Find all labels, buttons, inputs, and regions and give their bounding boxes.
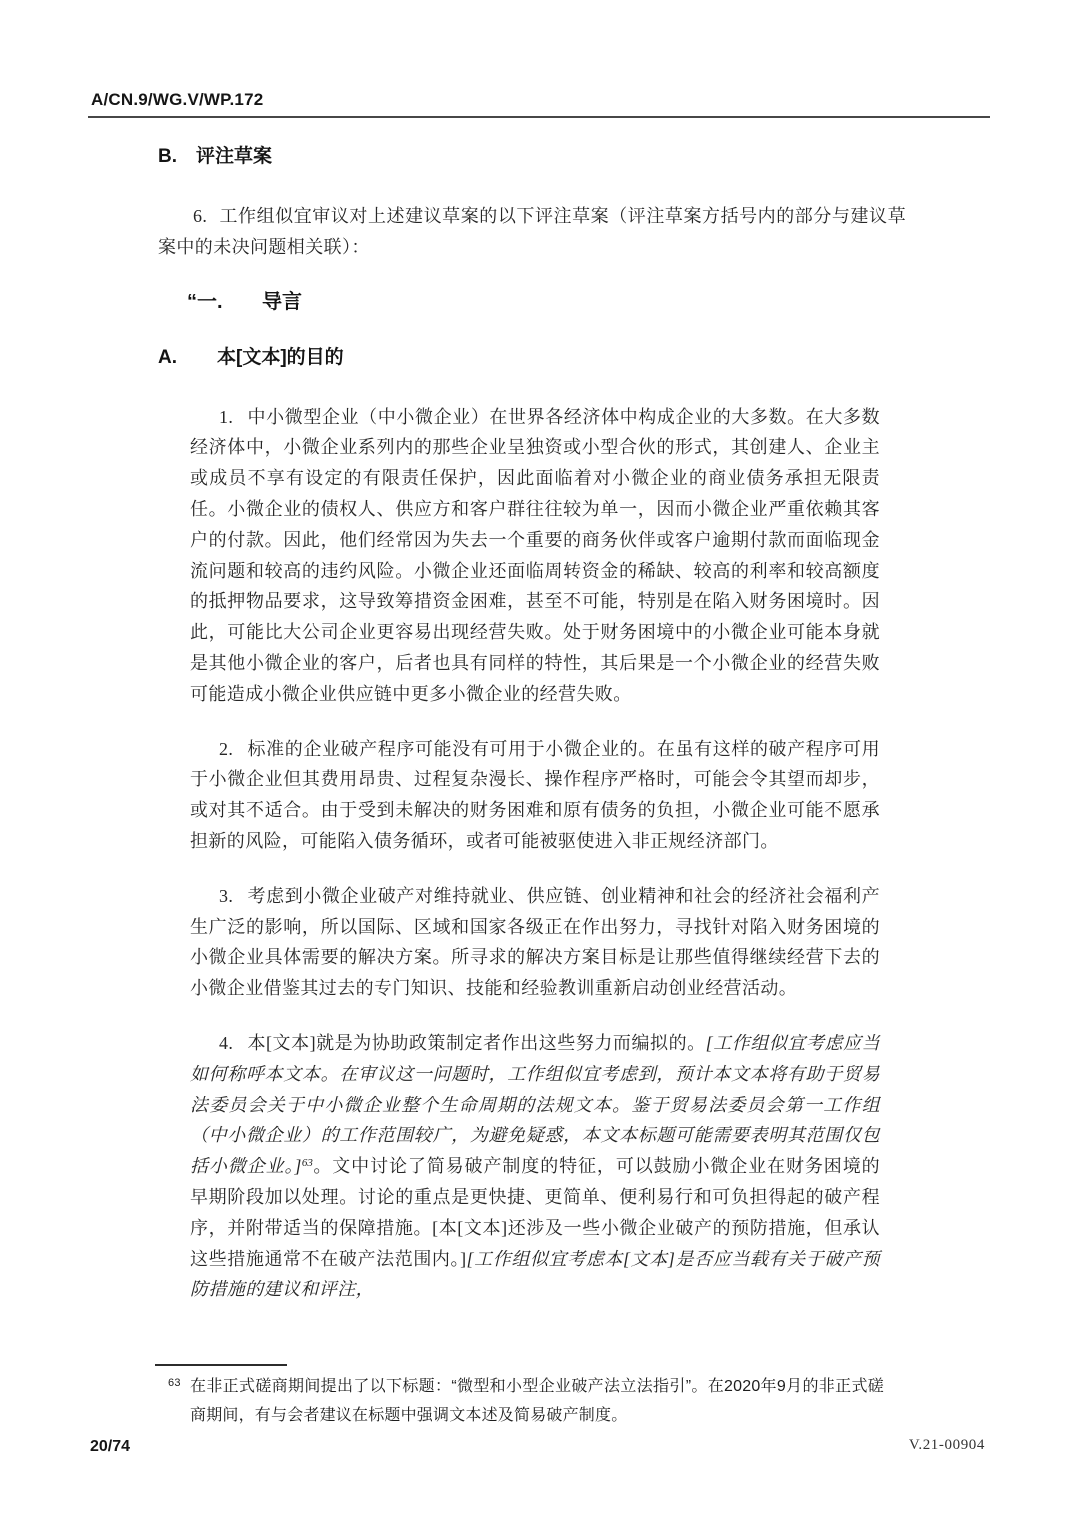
footnote-63-reference: 63 — [301, 1157, 313, 1170]
section-a-paragraphs — [190, 402, 880, 1306]
part-one-title: 导言 — [262, 290, 302, 313]
paragraph-3-number: 3. — [219, 885, 234, 906]
section-b-number: B. — [158, 146, 177, 167]
header-rule — [88, 116, 990, 118]
paragraph-4-middle: 。文中讨论了简易破产制度的特征，可以鼓励小微企业在财务困境的早期阶段加以处理。讨论的重点是更快捷、更简单、便利易行和可负担得起的破产程序，并附带适当的保障措施。[本[文本]还涉及一些小微企业破产的预防措施，但承认这些措施通常不在破产法范围内。] — [190, 1156, 880, 1269]
footnote-separator — [155, 1364, 287, 1366]
section-a-heading — [158, 346, 906, 369]
paragraph-1-text: 中小微型企业（中小微企业）在世界各经济体中构成企业的大多数。在大多数经济体中，小微企业系列内的那些企业呈独资或小型合伙的形式，其创建人、企业主或成员不享有设定的有限责任保护，因此面临着对小微企业的商业债务承担无限责任。小微企业的债权人、供应方和客户群往往较为单一，因而小微企业严重依赖其客户的付款。因此，他们经常因为失去一个重要的商务伙伴或客户逾期付款而面临现金流问题和较高的违约风险。小微企业还面临周转资金的稀缺、较高的利率和较高额度的抵押物品要求，这导致筹措资金困难，甚至不可能，特别是在陷入财务困境时。因此，可能比大公司企业更容易出现经营失败。处于财务困境中的小微企业可能本身就是其他小微企业的客户，后者也具有同样的特性，其后果是一个小微企业的经营失败可能造成小微企业供应链中更多小微企业的经营失败。 — [190, 406, 880, 704]
paragraph-3-text: 考虑到小微企业破产对维持就业、供应链、创业精神和社会的经济社会福利产生广泛的影响，所以国际、区域和国家各级正在作出努力，寻找针对陷入财务困境的小微企业具体需要的解决方案。所寻求的解决方案目标是让那些值得继续经营下去的小微企业借鉴其过去的专门知识、技能和经验教训重新启动创业经营活动。 — [190, 885, 880, 999]
page-number: 20/74 — [90, 1438, 131, 1455]
paragraph-1 — [190, 402, 880, 710]
section-b-title: 评注草案 — [196, 146, 273, 167]
paragraph-2 — [190, 734, 880, 857]
document-code: V.21-00904 — [908, 1437, 985, 1453]
paragraph-3 — [190, 881, 880, 1004]
paragraph-6-text: 工作组似宜审议对上述建议草案的以下评注草案（评注草案方括号内的部分与建议草案中的未决问题相关联）： — [158, 206, 906, 257]
part-one-number: “一. — [187, 290, 223, 313]
paragraph-4-bracketed-note-1: [工作组似宜考虑应当如何称呼本文本。在审议这一问题时，工作组似宜考虑到，预计本文本将有助于贸易法委员会关于中小微企业整个生命周期的法规文本。鉴于贸易法委员会第一工作组（中小微企业）的工作范围较广，为避免疑惑，本文本标题可能需要表明其范围仅包括小微企业。] — [190, 1032, 880, 1177]
section-a-title: 本[文本]的目的 — [217, 346, 344, 368]
footnote-63 — [168, 1372, 884, 1430]
paragraph-2-number: 2. — [219, 738, 234, 759]
paragraph-4 — [190, 1028, 880, 1305]
paragraph-4-bracketed-note-2: [工作组似宜考虑本[文本]是否应当载有关于破产预防措施的建议和评注， — [190, 1248, 880, 1300]
paragraph-4-lead: 本[文本]就是为协助政策制定者作出这些努力而编拟的。 — [247, 1032, 706, 1053]
section-a-number: A. — [158, 346, 177, 368]
document-body — [158, 146, 906, 1329]
footnote-63-marker — [168, 1372, 190, 1430]
paragraph-6 — [158, 201, 906, 263]
paragraph-2-text: 标准的企业破产程序可能没有可用于小微企业的。在虽有这样的破产程序可用于小微企业但其费用昂贵、过程复杂漫长、操作程序严格时，可能会令其望而却步，或对其不适合。由于受到未解决的财务困难和原有债务的负担，小微企业可能不愿承担新的风险，可能陷入债务循环，或者可能被驱使进入非正规经济部门。 — [190, 738, 880, 851]
footnote-63-text: 在非正式磋商期间提出了以下标题：“微型和小型企业破产法立法指引”。在2020年9月的非正式磋商期间，有与会者建议在标题中强调文本述及简易破产制度。 — [190, 1378, 884, 1424]
paragraph-4-number: 4. — [219, 1032, 234, 1053]
section-b-heading — [158, 146, 906, 168]
part-one-heading — [187, 290, 906, 314]
paragraph-1-number: 1. — [219, 406, 234, 427]
footnote-63-marker-number: 63 — [168, 1377, 181, 1389]
document-symbol: A/CN.9/WG.V/WP.172 — [91, 90, 264, 109]
paragraph-6-number: 6. — [193, 206, 208, 226]
